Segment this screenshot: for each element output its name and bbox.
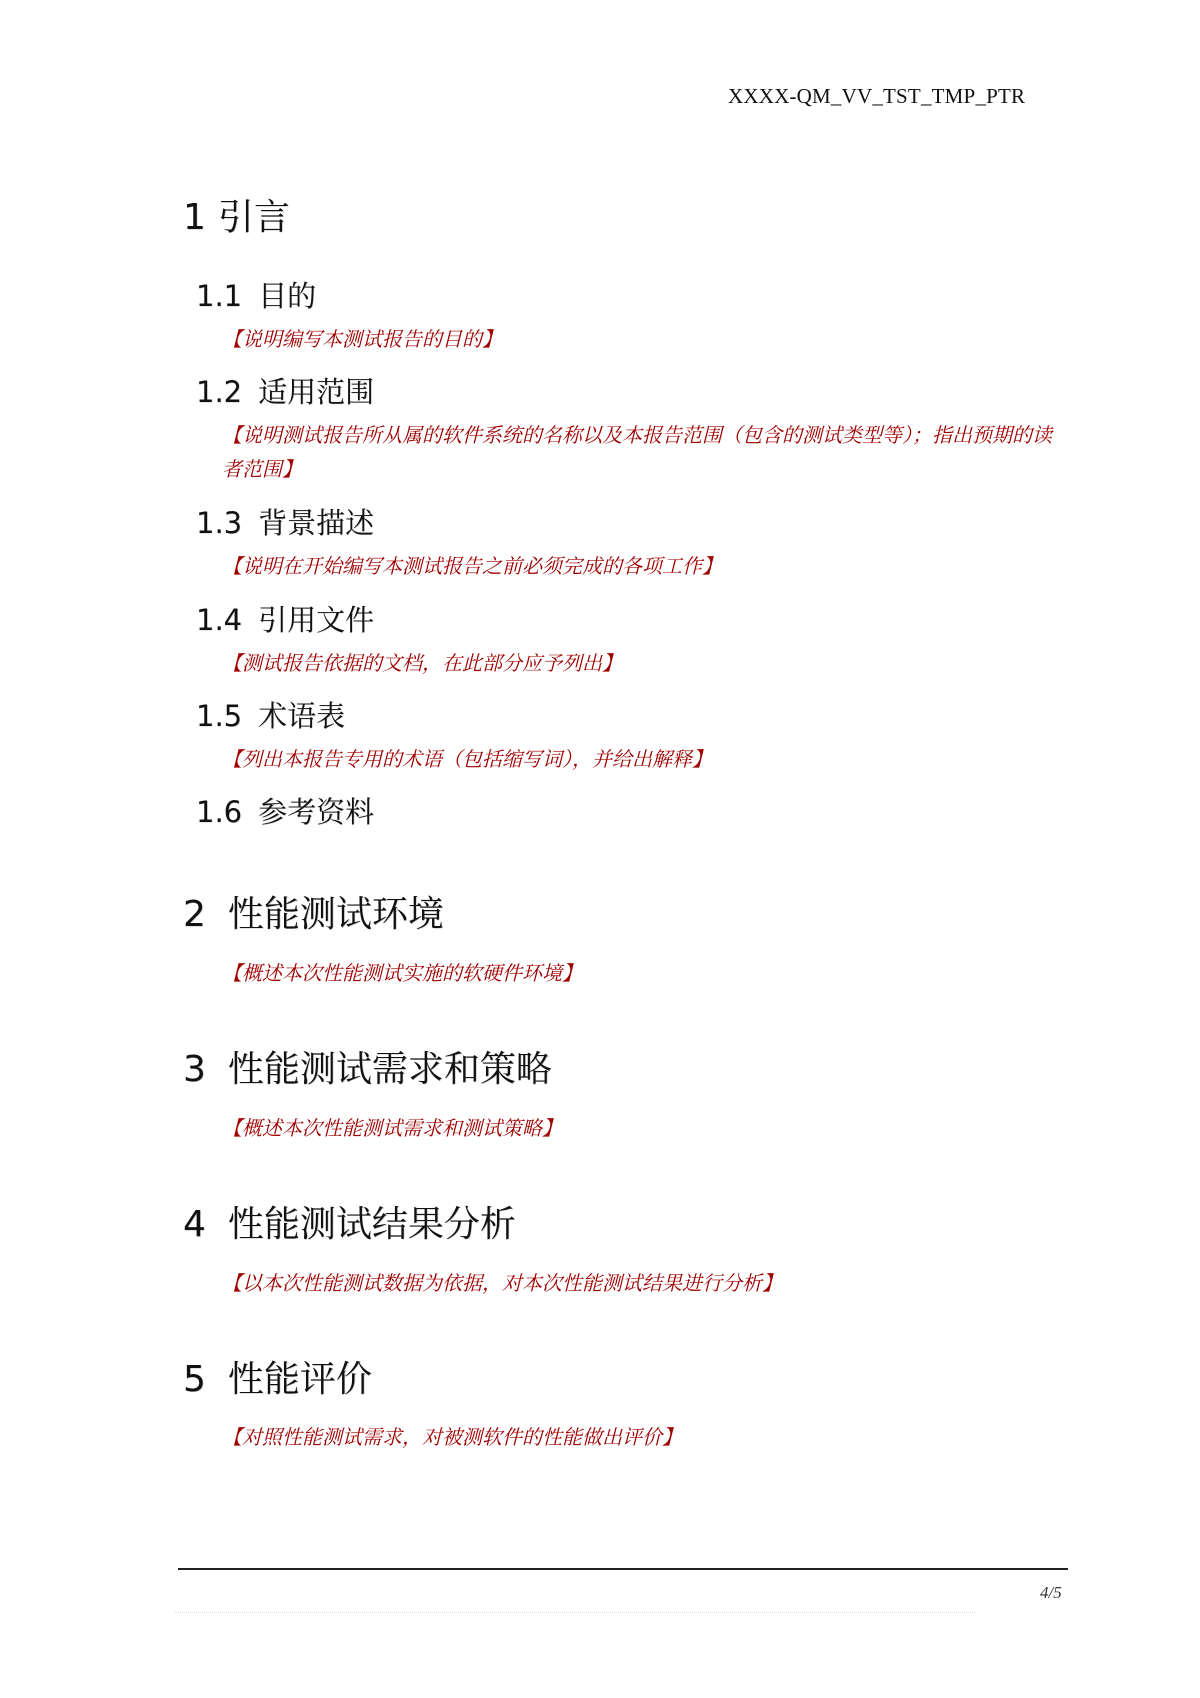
subsection-heading-1-1 [196,279,317,313]
subsection-number: 1.3 [196,506,243,540]
subsection-title: 适用范围 [258,375,375,409]
instruction-note-1-3: 【说明在开始编写本测试报告之前必须完成的各项工作】 [222,554,722,578]
section-number: 4 [183,1204,206,1245]
subsection-title: 术语表 [258,699,346,733]
footer-dotted-line [175,1612,975,1613]
footer-rule [178,1568,1068,1570]
section-heading-3 [183,1049,552,1090]
subsection-number: 1.2 [196,375,243,409]
subsection-number: 1.6 [196,795,243,829]
subsection-number: 1.4 [196,603,243,637]
subsection-number: 1.1 [196,279,243,313]
subsection-title: 引用文件 [258,603,375,637]
section-heading-1 [183,197,290,238]
instruction-note-4: 【以本次性能测试数据为依据，对本次性能测试结果进行分析】 [222,1271,782,1295]
instruction-note-5: 【对照性能测试需求，对被测软件的性能做出评价】 [222,1425,682,1449]
section-title: 性能测试需求和策略 [227,1049,552,1090]
section-heading-5 [183,1359,372,1400]
subsection-title: 参考资料 [258,795,375,829]
subsection-title: 背景描述 [258,506,375,540]
document-code-header: XXXX-QM_VV_TST_TMP_PTR [728,84,1026,108]
section-title: 性能测试结果分析 [227,1204,516,1245]
instruction-note-1-2: 【说明测试报告所从属的软件系统的名称以及本报告范围（包含的测试类型等）；指出预期的读者范围】 [222,423,1052,481]
instruction-note-1-4: 【测试报告依据的文档，在此部分应予列出】 [222,651,622,675]
section-number: 2 [183,894,206,935]
section-number: 5 [183,1359,206,1400]
subsection-heading-1-5 [196,699,346,733]
instruction-note-1-5: 【列出本报告专用的术语（包括缩写词），并给出解释】 [222,747,712,771]
instruction-note-3: 【概述本次性能测试需求和测试策略】 [222,1116,562,1140]
instruction-note-2: 【概述本次性能测试实施的软硬件环境】 [222,961,582,985]
section-title: 性能测试环境 [227,894,444,935]
subsection-heading-1-3 [196,506,375,540]
section-title: 性能评价 [227,1359,372,1400]
section-heading-4 [183,1204,516,1245]
subsection-title: 目的 [258,279,317,313]
section-title: 引言 [217,197,290,238]
instruction-note-1-1: 【说明编写本测试报告的目的】 [222,327,502,351]
section-number: 3 [183,1049,206,1090]
page-number: 4/5 [1040,1583,1062,1602]
subsection-heading-1-2 [196,375,375,409]
section-number: 1 [183,197,206,238]
section-heading-2 [183,894,444,935]
subsection-heading-1-4 [196,603,375,637]
subsection-number: 1.5 [196,699,243,733]
subsection-heading-1-6 [196,795,375,829]
